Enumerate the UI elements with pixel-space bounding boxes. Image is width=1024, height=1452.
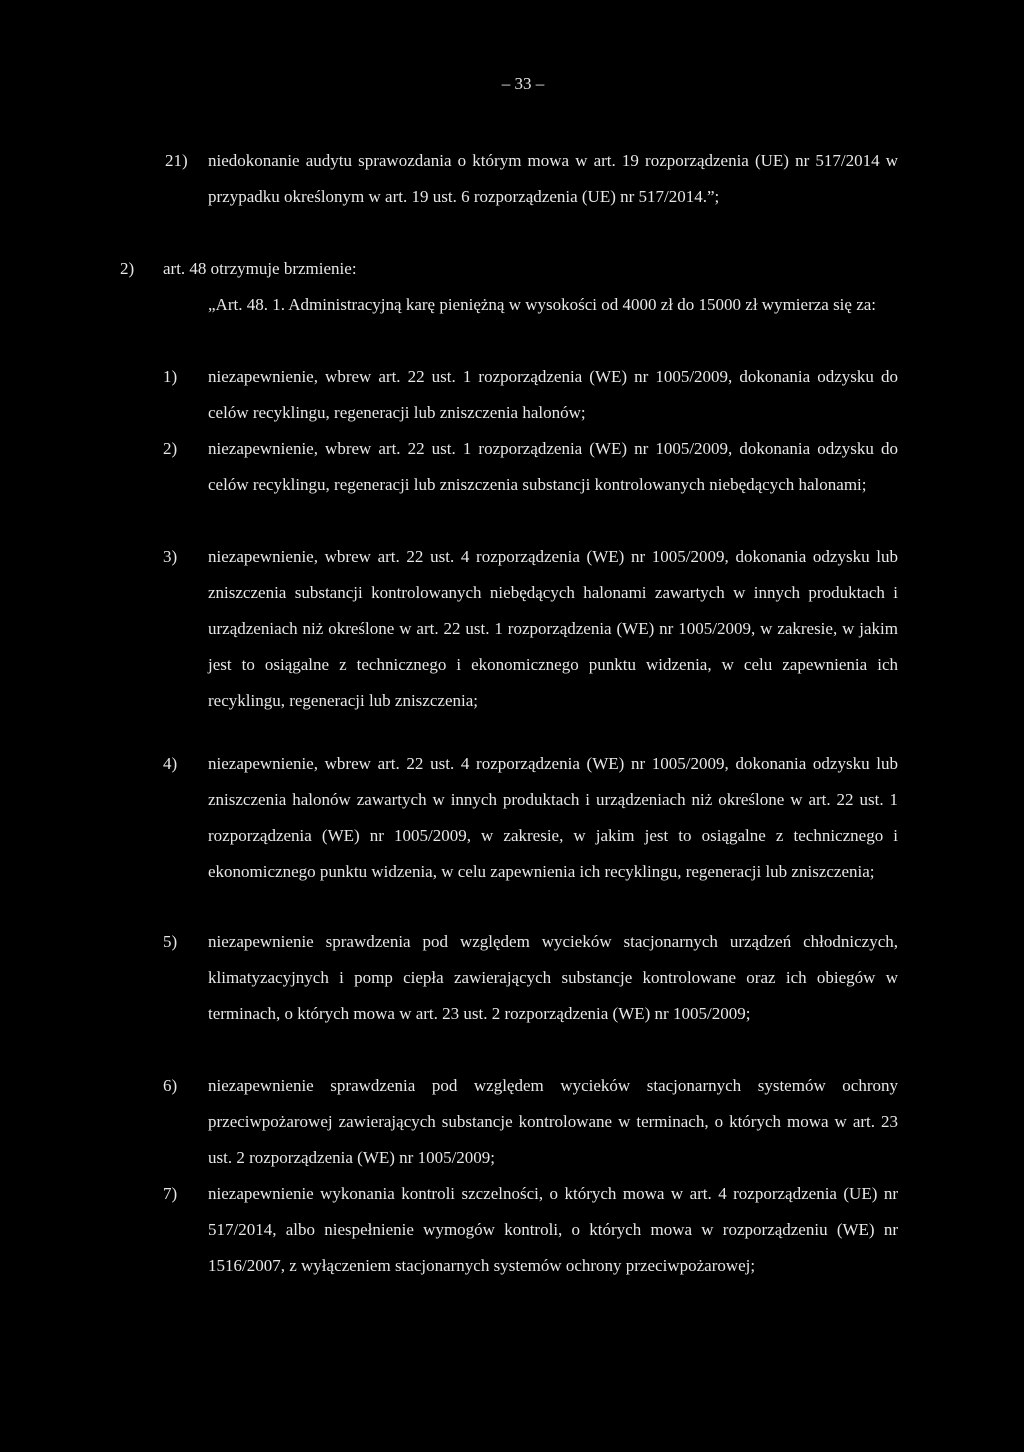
point-text: niezapewnienie wykonania kontroli szczelności, o których mowa w art. 4 rozporządzenia (UE) nr 517/2014, albo niespełnienie wymogów kontroli, o których mowa w rozporządzeniu (WE) nr 1516/2007, z wyłączeniem stacjonarnych systemów ochrony przeciwpożarowej; — [208, 1184, 898, 1275]
article-intro — [163, 287, 898, 323]
point-number: 5) — [163, 932, 178, 951]
list-item-text: niedokonanie audytu sprawozdania o którym mowa w art. 19 rozporządzenia (UE) nr 517/2014 w przypadku określonym w art. 19 ust. 6 rozporządzenia (UE) nr 517/2014.”; — [208, 151, 898, 206]
point-text: niezapewnienie, wbrew art. 22 ust. 1 rozporządzenia (WE) nr 1005/2009, dokonania odzysku do celów recyklingu, regeneracji lub zniszczenia halonów; — [208, 367, 898, 422]
point-text: niezapewnienie sprawdzenia pod względem wycieków stacjonarnych systemów ochrony przeciwpożarowej zawierających substancje kontrolowane w terminach, o których mowa w art. 23 ust. 2 rozporządzenia (WE) nr 1005/2009; — [208, 1076, 898, 1167]
article-intro-text: „Art. 48. 1. Administracyjną karę pieniężną w wysokości od 4000 zł do 15000 zł wymierza się za: — [208, 295, 877, 314]
point-text: niezapewnienie, wbrew art. 22 ust. 4 rozporządzenia (WE) nr 1005/2009, dokonania odzysku lub zniszczenia substancji kontrolowanych niebędących halonami zawartych w innych produktach i urządzeniach niż określone w art. 22 ust. 1 rozporządzenia (WE) nr 1005/2009, w zakresie, w jakim jest to osiągalne z technicznego i ekonomicznego punktu widzenia, w celu zapewnienia ich recyklingu, regeneracji lub zniszczenia; — [208, 547, 898, 710]
point-number: 3) — [163, 547, 178, 566]
point-text: niezapewnienie sprawdzenia pod względem wycieków stacjonarnych urządzeń chłodniczych, klimatyzacyjnych i pomp ciepła zawierających substancje kontrolowane oraz ich obiegów w terminach, o których mowa w art. 23 ust. 2 rozporządzenia (WE) nr 1005/2009; — [208, 932, 898, 1023]
point-number: 6) — [163, 1076, 178, 1095]
point-number: 7) — [163, 1184, 178, 1203]
point-number: 4) — [163, 754, 178, 773]
list-item-number: 21) — [165, 151, 188, 170]
page-number: – 33 – — [501, 74, 545, 93]
list-item-text: art. 48 otrzymuje brzmienie: — [163, 259, 357, 278]
point-text: niezapewnienie, wbrew art. 22 ust. 1 rozporządzenia (WE) nr 1005/2009, dokonania odzysku do celów recyklingu, regeneracji lub zniszczenia substancji kontrolowanych niebędących halonami; — [208, 439, 898, 494]
point-number: 1) — [163, 367, 178, 386]
point-number: 2) — [163, 439, 178, 458]
list-item-number: 2) — [120, 259, 135, 278]
point-text: niezapewnienie, wbrew art. 22 ust. 4 rozporządzenia (WE) nr 1005/2009, dokonania odzysku lub zniszczenia halonów zawartych w innych produktach i urządzeniach niż określone w art. 22 ust. 1 rozporządzenia (WE) nr 1005/2009, w zakresie, w jakim jest to osiągalne z technicznego i ekonomicznego punktu widzenia, w celu zapewnienia ich recyklingu, regeneracji lub zniszczenia; — [208, 754, 898, 881]
